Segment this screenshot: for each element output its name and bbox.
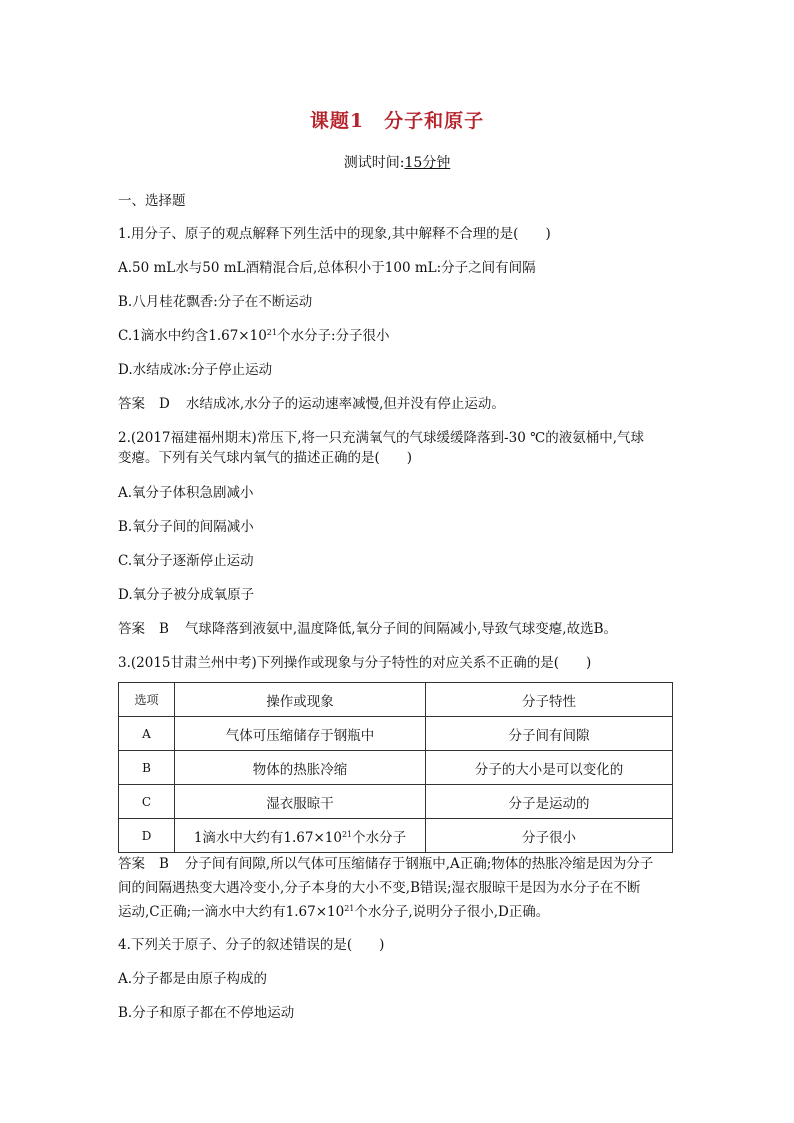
- q1-option-c-post: 个水分子:分子很小: [276, 328, 390, 344]
- q3-answer-line3-sup: 21: [344, 904, 355, 913]
- table-cell-phenomenon: 气体可压缩储存于钢瓶中: [175, 717, 426, 751]
- table-cell-phenomenon: 湿衣服晾干: [175, 785, 426, 819]
- q3-answer-line3: [118, 900, 678, 924]
- q2-answer-key: B: [159, 621, 169, 637]
- q1-answer: [118, 392, 505, 412]
- q1-answer-key: D: [159, 396, 170, 412]
- table-header-phenomenon: 操作或现象: [175, 683, 426, 717]
- q3-answer-key: B: [159, 856, 169, 872]
- table-cell-phenomenon-post: 个水分子: [352, 829, 407, 846]
- q1-stem: 1.用分子、原子的观点解释下列生活中的现象,其中解释不合理的是( ): [118, 226, 551, 242]
- q3-table: [118, 682, 673, 853]
- table-header-row: [119, 683, 673, 717]
- q2-answer-tag: 答案: [118, 621, 145, 637]
- q4-stem: 4.下列关于原子、分子的叙述错误的是( ): [118, 937, 385, 953]
- q3-answer-line3-post: 个水分子,说明分子很小,D正确。: [354, 904, 550, 920]
- q3-answer-line3-pre: 运动,C正确;一滴水中大约有1.67×10: [118, 904, 345, 920]
- q2-option-b: B.氧分子间的间隔减小: [118, 519, 254, 535]
- q3-stem: 3.(2015甘肃兰州中考)下列操作或现象与分子特性的对应关系不正确的是( ): [118, 655, 592, 671]
- table-cell-phenomenon-sup: 21: [341, 829, 353, 839]
- q3-answer-line1: [118, 852, 678, 876]
- q1-option-a: A.50 mL水与50 mL酒精混合后,总体积小于100 mL:分子之间有间隔: [118, 260, 536, 276]
- table-cell-property: 分子间有间隙: [426, 717, 673, 751]
- q3-answer: [118, 852, 678, 924]
- q1-option-b: B.八月桂花飘香:分子在不断运动: [118, 294, 313, 310]
- table-row: [119, 785, 673, 819]
- q2-stem-line1: 2.(2017福建福州期末)常压下,将一只充满氧气的气球缓缓降落到-30 ℃的液氨桶中,气球: [118, 430, 644, 446]
- table-header-property: 分子特性: [426, 683, 673, 717]
- table-row: [119, 751, 673, 785]
- q2-answer-text: 气球降落到液氨中,温度降低,氧分子间的间隔减小,导致气球变瘪,故选B。: [184, 621, 618, 637]
- test-time-label: 测试时间:: [343, 155, 405, 171]
- q4-option-a: A.分子都是由原子构成的: [118, 971, 268, 987]
- q1-option-c-pre: C.1滴水中约含1.67×10: [118, 328, 267, 344]
- q1-option-d: D.水结成冰:分子停止运动: [118, 362, 273, 378]
- q2-option-a: A.氧分子体积急剧减小: [118, 485, 254, 501]
- table-cell-phenomenon: [175, 819, 426, 853]
- test-time: [0, 152, 794, 172]
- q3-answer-text1: 分子间有间隙,所以气体可压缩储存于钢瓶中,A正确;物体的热胀冷缩是因为分子: [184, 856, 654, 872]
- table-cell-option: D: [119, 819, 175, 853]
- table-row: [119, 819, 673, 853]
- table-row: [119, 717, 673, 751]
- q1-answer-tag: 答案: [118, 396, 145, 412]
- test-time-value: 15分钟: [404, 155, 451, 171]
- q1-option-c-sup: 21: [266, 328, 277, 337]
- q4-option-b: B.分子和原子都在不停地运动: [118, 1005, 295, 1021]
- table-cell-option: C: [119, 785, 175, 819]
- table-cell-property: 分子是运动的: [426, 785, 673, 819]
- table-cell-property: 分子很小: [426, 819, 673, 853]
- q1-option-c: [118, 324, 390, 344]
- table-cell-option: B: [119, 751, 175, 785]
- q2-stem-line2: 变瘪。下列有关气球内氧气的描述正确的是( ): [118, 450, 413, 466]
- table-cell-phenomenon-pre: 1滴水中大约有1.67×10: [193, 829, 342, 846]
- page-title: 课题1 分子和原子: [309, 110, 485, 132]
- q1-answer-text: 水结成冰,水分子的运动速率减慢,但并没有停止运动。: [185, 396, 505, 412]
- q3-answer-tag: 答案: [118, 856, 145, 872]
- table-cell-option: A: [119, 717, 175, 751]
- q3-answer-line2: 间的间隔遇热变大遇冷变小,分子本身的大小不变,B错误;湿衣服晾干是因为水分子在不断: [118, 880, 641, 896]
- table-cell-phenomenon: 物体的热胀冷缩: [175, 751, 426, 785]
- q2-option-d: D.氧分子被分成氧原子: [118, 587, 255, 603]
- table-cell-property: 分子的大小是可以变化的: [426, 751, 673, 785]
- section-heading: 一、选择题: [118, 193, 186, 209]
- table-header-option: 选项: [119, 683, 175, 717]
- q2-answer: [118, 617, 617, 637]
- q2-option-c: C.氧分子逐渐停止运动: [118, 553, 254, 569]
